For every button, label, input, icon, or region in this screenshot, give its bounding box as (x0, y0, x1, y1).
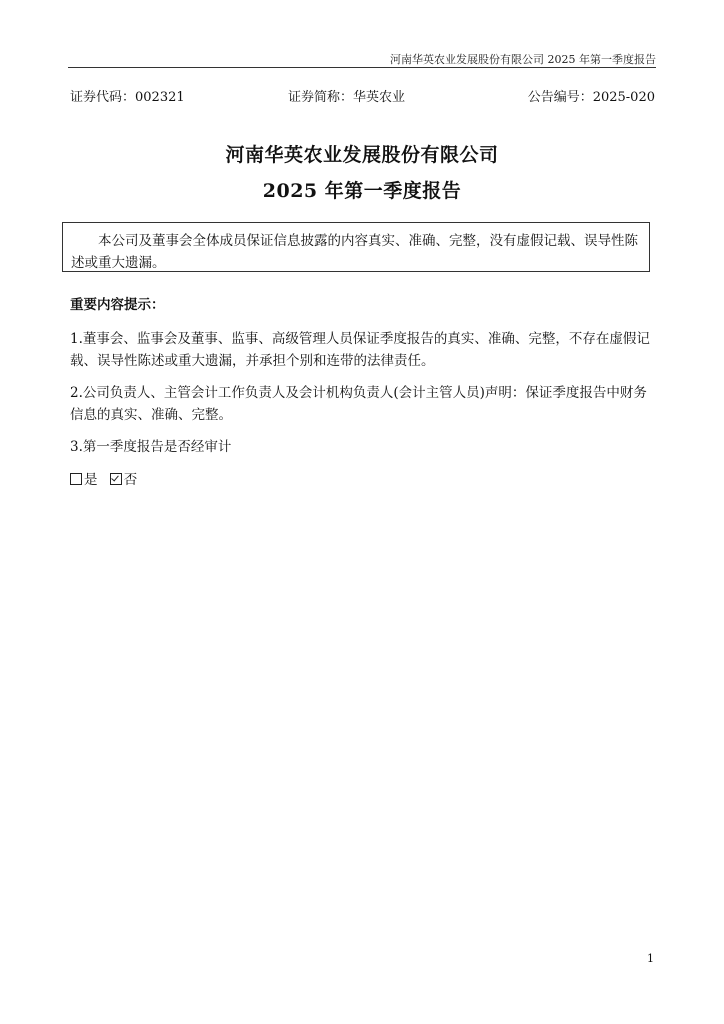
report-title: 2025 年第一季度报告 (262, 180, 462, 202)
security-code: 证券代码：002321 (70, 90, 185, 105)
tip-item-3: 3.第一季度报告是否经审计 (70, 439, 232, 455)
checkbox-checked-icon[interactable] (110, 473, 122, 485)
tip-item-2: 2.公司负责人、主管会计工作负责人及会计机构负责人(会计主管人员)声明：保证季度报告中财务信息的真实、准确、完整。 (70, 385, 647, 423)
company-title: 河南华英农业发展股份有限公司 (225, 144, 499, 166)
audit-option-yes-label: 是 (84, 472, 98, 488)
security-name: 证券简称：华英农业 (288, 90, 406, 105)
tips-heading: 重要内容提示： (70, 297, 165, 313)
tip-item-1: 1.董事会、监事会及董事、监事、高级管理人员保证季度报告的真实、准确、完整，不存在虚假记载、误导性陈述或重大遗漏，并承担个别和连带的法律责任。 (70, 331, 650, 369)
page-number: 1 (647, 952, 654, 965)
header-divider (68, 67, 656, 68)
audit-option-no[interactable] (110, 472, 138, 488)
running-header: 河南华英农业发展股份有限公司 2025 年第一季度报告 (390, 53, 656, 66)
checkbox-icon[interactable] (70, 473, 82, 485)
announcement-number: 公告编号：2025-020 (527, 90, 655, 105)
audit-option-no-label: 否 (123, 472, 138, 488)
audit-option-yes[interactable] (70, 472, 102, 488)
disclosure-notice-box: 本公司及董事会全体成员保证信息披露的内容真实、准确、完整，没有虚假记载、误导性陈述或重大遗漏。 (62, 222, 650, 272)
audit-options (70, 468, 145, 488)
